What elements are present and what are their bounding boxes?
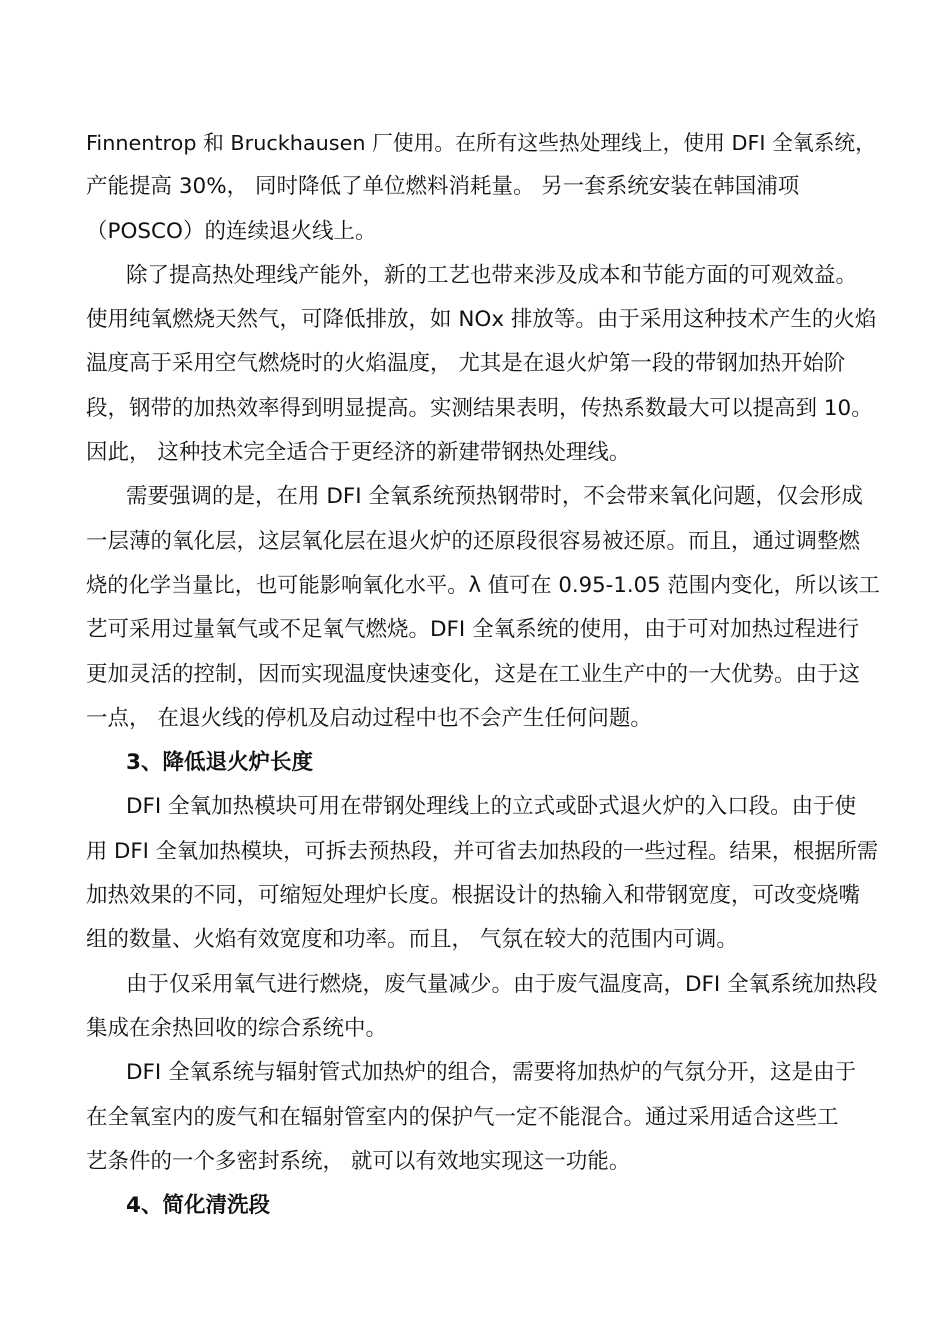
text-line: 在全氧室内的废气和在辐射管室内的保护气一定不能混合。通过采用适合这些工: [86, 1104, 839, 1130]
section-heading: 3、降低退火炉长度: [126, 750, 313, 776]
text-line: 加热效果的不同，可缩短处理炉长度。根据设计的热输入和带钢宽度，可改变烧嘴: [86, 883, 861, 909]
text-line: 温度高于采用空气燃烧时的火焰温度， 尤其是在退火炉第一段的带钢加热开始阶: [86, 351, 846, 377]
text-line: 艺可采用过量氧气或不足氧气燃烧。DFI 全氧系统的使用，由于可对加热过程进行: [86, 617, 860, 643]
paragraph-first-line: DFI 全氧加热模块可用在带钢处理线上的立式或卧式退火炉的入口段。由于使: [126, 794, 857, 820]
text-line: 烧的化学当量比，也可能影响氧化水平。λ 值可在 0.95-1.05 范围内变化，所以该工: [86, 572, 880, 598]
text-line: 一层薄的氧化层，这层氧化层在退火炉的还原段很容易被还原。而且，通过调整燃: [86, 528, 861, 554]
paragraph-first-line: 需要强调的是，在用 DFI 全氧系统预热钢带时，不会带来氧化问题，仅会形成: [126, 484, 863, 510]
section-heading: 4、简化清洗段: [126, 1193, 270, 1219]
paragraph-first-line: DFI 全氧系统与辐射管式加热炉的组合，需要将加热炉的气氛分开，这是由于: [126, 1060, 857, 1086]
text-line: 组的数量、火焰有效宽度和功率。而且， 气氛在较大的范围内可调。: [86, 927, 738, 953]
text-line: 用 DFI 全氧加热模块，可拆去预热段，并可省去加热段的一些过程。结果，根据所需: [86, 838, 879, 864]
text-line: Finnentrop 和 Bruckhausen 厂使用。在所有这些热处理线上，使用 DFI 全氧系统，: [86, 131, 876, 155]
text-line: 更加灵活的控制，因而实现温度快速变化，这是在工业生产中的一大优势。由于这: [86, 661, 861, 687]
paragraph-first-line: 由于仅采用氧气进行燃烧，废气量减少。由于废气温度高，DFI 全氧系统加热段: [126, 971, 878, 997]
text-line: 因此， 这种技术完全适合于更经济的新建带钢热处理线。: [86, 440, 631, 466]
text-line: 使用纯氧燃烧天然气，可降低排放，如 NOx 排放等。由于采用这种技术产生的火焰: [86, 307, 877, 333]
text-line: 段，钢带的加热效率得到明显提高。实测结果表明，传热系数最大可以提高到 10。: [86, 395, 873, 421]
paragraph-first-line: 除了提高热处理线产能外，新的工艺也带来涉及成本和节能方面的可观效益。: [126, 262, 858, 288]
text-line: 艺条件的一个多密封系统， 就可以有效地实现这一功能。: [86, 1148, 631, 1174]
text-line: 集成在余热回收的综合系统中。: [86, 1015, 388, 1041]
text-line: （POSCO）的连续退火线上。: [86, 218, 377, 244]
document-body: [86, 121, 881, 1228]
text-line: 一点， 在退火线的停机及启动过程中也不会产生任何问题。: [86, 705, 652, 731]
text-line: 产能提高 30%， 同时降低了单位燃料消耗量。 另一套系统安装在韩国浦项: [86, 174, 800, 200]
